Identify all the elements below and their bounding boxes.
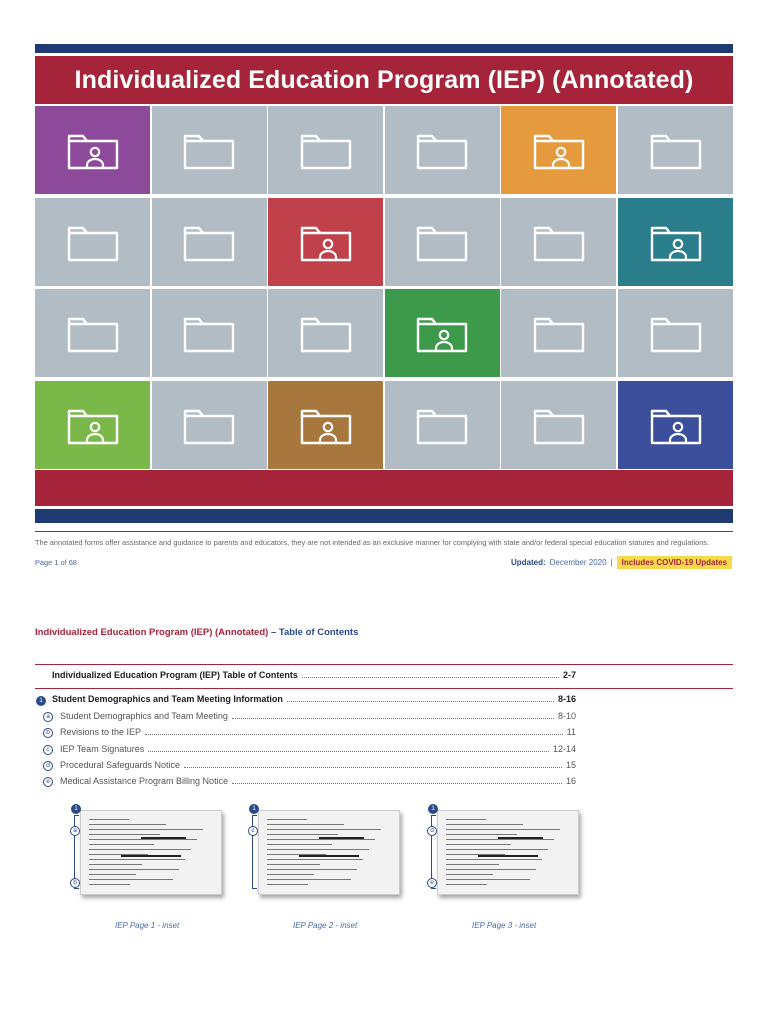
form-bar [121, 855, 181, 857]
toc-top-rule [35, 664, 733, 665]
folder-tile [152, 381, 267, 469]
toc-item[interactable] [60, 727, 576, 737]
form-line [267, 869, 357, 870]
folder-tile [152, 289, 267, 377]
form-line [267, 824, 344, 825]
folder-tile [385, 289, 500, 377]
inset-caption: IEP Page 1 - inset [115, 921, 180, 930]
form-line [446, 829, 560, 830]
toc-item[interactable] [60, 711, 576, 721]
section-number-badge: 1 [36, 696, 46, 706]
folder-tile [35, 381, 150, 469]
bottom-navy-stripe [35, 509, 733, 523]
folder-tile [501, 289, 616, 377]
form-line [267, 859, 363, 860]
folder-icon [531, 220, 587, 264]
folder-icon [181, 128, 237, 172]
folder-tile [385, 198, 500, 286]
toc-item[interactable] [60, 776, 576, 786]
form-line [267, 874, 314, 875]
folder-icon [181, 403, 237, 447]
form-line [267, 839, 375, 840]
inset-sub-badge: d [427, 826, 437, 836]
top-navy-stripe [35, 44, 733, 53]
form-line [89, 844, 154, 845]
form-line [89, 879, 173, 880]
toc-item-badge: e [43, 777, 53, 787]
form-line [89, 874, 136, 875]
folder-icon [414, 403, 470, 447]
folder-tile [268, 381, 383, 469]
inset-section-badge: 1 [428, 804, 438, 814]
form-line [89, 819, 129, 820]
title-band [35, 56, 733, 104]
folder-icon [414, 128, 470, 172]
updated-date: December 2020 [549, 558, 607, 567]
form-line [267, 834, 338, 835]
folder-icon [414, 220, 470, 264]
toc-item-pages: 8-10 [557, 711, 576, 721]
form-line [267, 884, 308, 885]
toc-item-label: Medical Assistance Program Billing Notice [60, 776, 229, 787]
folder-icon [531, 311, 587, 355]
folder-tile [152, 198, 267, 286]
folder-tile [152, 106, 267, 194]
form-line [446, 864, 499, 865]
form-line [446, 849, 548, 850]
toc-entry-label: Student Demographics and Team Meeting Information [52, 694, 283, 704]
folder-icon [65, 311, 121, 355]
toc-leader-dots [148, 751, 549, 752]
toc-item-label: Procedural Safeguards Notice [60, 759, 181, 770]
toc-leader-dots [145, 734, 563, 735]
folder-tile [268, 106, 383, 194]
toc-main-entry[interactable] [52, 670, 576, 680]
form-line [89, 869, 179, 870]
form-line [89, 834, 160, 835]
covid-badge: Includes COVID-19 Updates [617, 556, 732, 569]
toc-item-pages: 16 [565, 776, 576, 787]
toc-leader-dots [287, 701, 554, 702]
form-line [267, 864, 320, 865]
toc-item-pages: 12-14 [552, 743, 576, 754]
toc-item-badge: d [43, 761, 53, 771]
form-line [267, 849, 369, 850]
folder-tile [35, 198, 150, 286]
form-line [267, 829, 381, 830]
folder-tile [618, 106, 733, 194]
page-number: Page 1 of 68 [35, 558, 77, 567]
folder-person-icon [298, 220, 354, 264]
form-line [446, 844, 511, 845]
folder-icon [298, 311, 354, 355]
footer-divider [35, 531, 733, 532]
folder-tile [385, 381, 500, 469]
toc-item-badge: a [43, 712, 53, 722]
folder-person-icon [648, 403, 704, 447]
folder-tile [501, 106, 616, 194]
toc-entry-pages: 2-7 [562, 670, 576, 680]
toc-item-badge: b [43, 728, 53, 738]
folder-tile [618, 289, 733, 377]
form-line [89, 864, 142, 865]
inset-caption: IEP Page 3 - inset [472, 921, 537, 930]
folder-person-icon [65, 403, 121, 447]
toc-item-label: Revisions to the IEP [60, 727, 142, 738]
updated-separator: | [610, 558, 613, 567]
form-line [89, 859, 185, 860]
folder-person-icon [65, 128, 121, 172]
form-line [267, 819, 307, 820]
folder-person-icon [298, 403, 354, 447]
updated-label: Updated: [510, 558, 546, 567]
form-line [446, 839, 554, 840]
toc-leader-dots [302, 677, 559, 678]
toc-leader-dots [232, 718, 554, 719]
inset-sub-badge: e [427, 878, 437, 888]
form-line [446, 819, 486, 820]
toc-item-label: IEP Team Signatures [60, 743, 145, 754]
form-line [89, 849, 191, 850]
toc-item-pages: 11 [566, 727, 576, 738]
inset-section-badge: 1 [71, 804, 81, 814]
folder-tile [268, 198, 383, 286]
form-line [89, 824, 166, 825]
folder-tile [618, 381, 733, 469]
folder-tile [268, 289, 383, 377]
toc-item-label: Student Demographics and Team Meeting [60, 711, 228, 721]
form-bar [299, 855, 359, 857]
form-line [446, 824, 523, 825]
iep-page-inset [437, 810, 579, 895]
folder-tile [35, 106, 150, 194]
folder-tile [618, 198, 733, 286]
inset-caption: IEP Page 2 - inset [293, 921, 358, 930]
bottom-red-band [35, 470, 733, 506]
iep-page-inset [80, 810, 222, 895]
toc-item-pages: 15 [565, 759, 576, 770]
folder-person-icon [648, 220, 704, 264]
toc-item-badge: c [43, 745, 53, 755]
inset-sub-badge: c [248, 826, 258, 836]
folder-icon [648, 311, 704, 355]
toc-entry-pages: 8-16 [557, 694, 576, 704]
toc-entry-label: Individualized Education Program (IEP) Table of Contents [52, 670, 298, 680]
folder-tile-grid [35, 106, 733, 468]
form-line [267, 844, 332, 845]
toc-section-entry[interactable] [52, 694, 576, 704]
toc-item[interactable] [60, 760, 576, 770]
form-line [446, 869, 536, 870]
iep-page-inset [258, 810, 400, 895]
folder-person-icon [531, 128, 587, 172]
form-line [446, 874, 493, 875]
form-line [89, 829, 203, 830]
form-bar [319, 837, 364, 839]
disclaimer-note: The annotated forms offer assistance and guidance to parents and educators, they are not intended as an exclusive manner for complying with state and/or federal special education statutes and regulations. [35, 538, 710, 547]
folder-person-icon [414, 311, 470, 355]
folder-icon [65, 220, 121, 264]
folder-icon [181, 220, 237, 264]
form-bar [141, 837, 186, 839]
toc-section-rule [35, 688, 733, 689]
folder-tile [501, 198, 616, 286]
inset-section-badge: 1 [249, 804, 259, 814]
toc-leader-dots [232, 783, 562, 784]
folder-tile [35, 289, 150, 377]
toc-heading-red: Individualized Education Program (IEP) (Annotated) [35, 627, 269, 638]
toc-heading-blue: – Table of Contents [270, 627, 359, 638]
updated-info [511, 556, 732, 569]
form-line [89, 839, 197, 840]
inset-sub-badge: a [70, 826, 80, 836]
folder-icon [531, 403, 587, 447]
form-line [89, 884, 130, 885]
folder-tile [385, 106, 500, 194]
form-bar [478, 855, 538, 857]
inset-sub-badge: b [70, 878, 80, 888]
form-bar [498, 837, 543, 839]
folder-icon [298, 128, 354, 172]
folder-tile [501, 381, 616, 469]
form-line [446, 884, 487, 885]
form-line [446, 879, 530, 880]
page-title: Individualized Education Program (IEP) (Annotated) [74, 65, 694, 94]
folder-icon [181, 311, 237, 355]
form-line [446, 859, 542, 860]
toc-heading [35, 627, 358, 638]
folder-icon [648, 128, 704, 172]
form-line [446, 834, 517, 835]
toc-item[interactable] [60, 744, 576, 754]
form-line [267, 879, 351, 880]
toc-leader-dots [184, 767, 562, 768]
